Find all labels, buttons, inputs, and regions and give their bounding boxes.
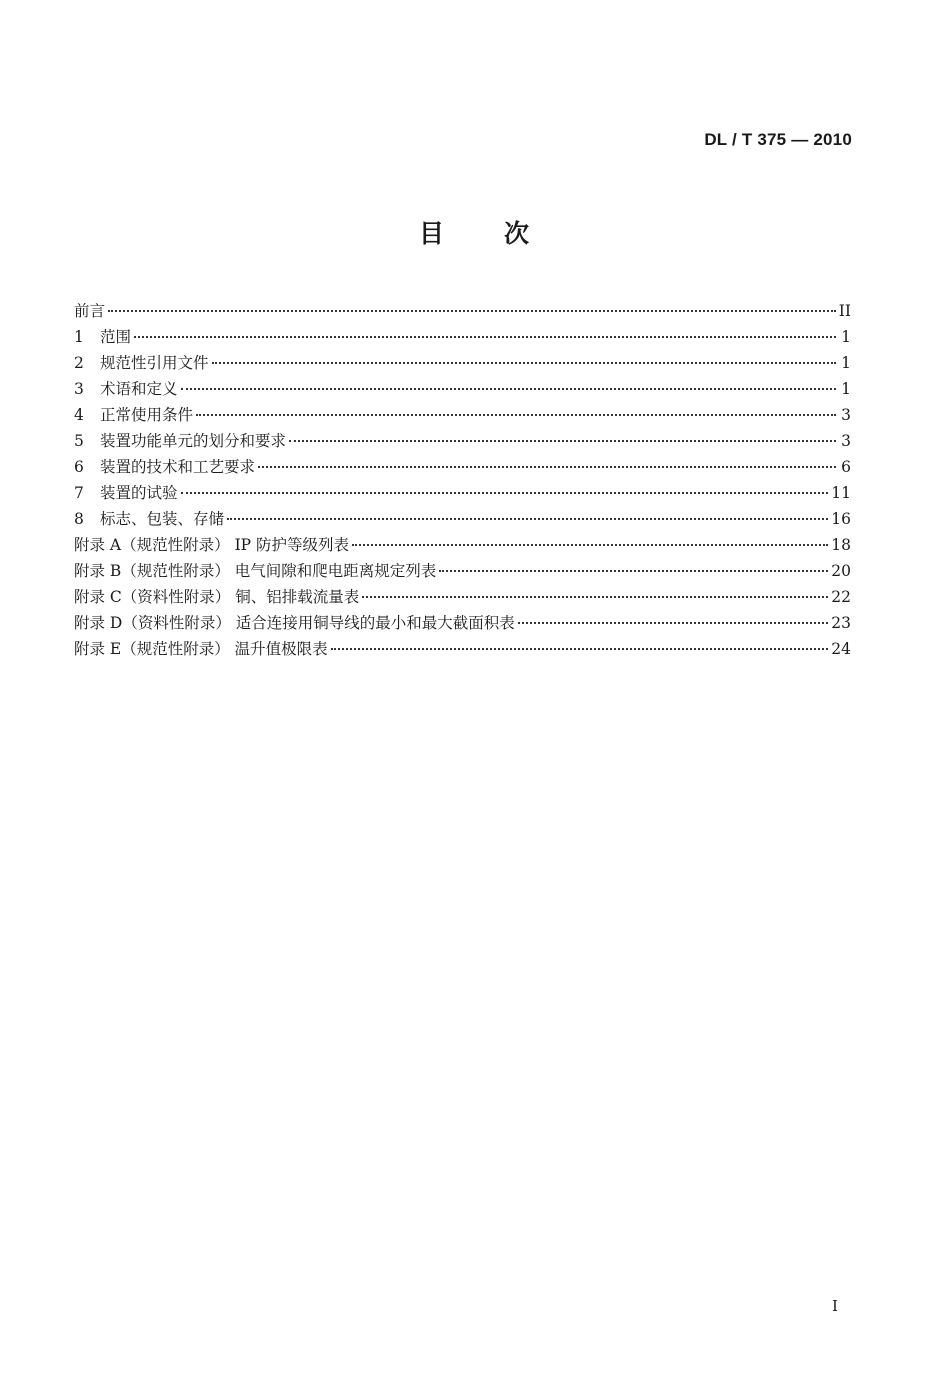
toc-entry-appendix-e[interactable] — [74, 636, 851, 662]
toc-entry-appendix-c[interactable] — [74, 584, 851, 610]
toc-entry-page: II — [838, 302, 851, 320]
toc-entry-label: IP 防护等级列表 — [234, 536, 350, 554]
toc-entry-8[interactable] — [74, 506, 851, 532]
toc-entry-page: 1 — [841, 328, 851, 346]
appendix-prefix: 附录 A（规范性附录） — [74, 536, 235, 554]
toc-entry-1[interactable] — [74, 324, 851, 350]
toc-entry-number: 4 — [74, 406, 84, 424]
appendix-prefix: 附录 E（规范性附录） — [74, 640, 235, 658]
table-of-contents — [74, 298, 851, 662]
title-char-1: 目 — [418, 219, 446, 248]
toc-entry-label: 适合连接用铜导线的最小和最大截面积表 — [235, 614, 515, 632]
dot-leader — [352, 544, 828, 546]
dot-leader — [518, 622, 828, 624]
toc-entry-appendix-b[interactable] — [74, 558, 851, 584]
toc-entry-label: 装置的技术和工艺要求 — [100, 458, 256, 476]
toc-entry-page: 18 — [831, 536, 851, 554]
dot-leader — [362, 596, 828, 598]
toc-entry-page: 23 — [831, 614, 851, 632]
toc-entry-number: 2 — [74, 354, 84, 372]
toc-entry-3[interactable] — [74, 376, 851, 402]
toc-entry-page: 6 — [841, 458, 851, 476]
appendix-prefix: 附录 D（资料性附录） — [74, 614, 236, 632]
toc-entry-5[interactable] — [74, 428, 851, 454]
toc-entry-number: 7 — [74, 484, 84, 502]
toc-entry-number: 3 — [74, 380, 84, 398]
dot-leader — [439, 570, 828, 572]
toc-entry-number: 1 — [74, 328, 84, 346]
toc-entry-label: 前言 — [74, 302, 106, 320]
appendix-prefix: 附录 C（资料性附录） — [74, 588, 236, 606]
toc-entry-6[interactable] — [74, 454, 851, 480]
dot-leader — [196, 414, 836, 416]
toc-entry-appendix-d[interactable] — [74, 610, 851, 636]
toc-entry-page: 11 — [831, 484, 851, 502]
toc-entry-label: 装置功能单元的划分和要求 — [100, 432, 287, 450]
toc-entry-7[interactable] — [74, 480, 851, 506]
toc-entry-label: 术语和定义 — [100, 380, 178, 398]
toc-entry-number: 5 — [74, 432, 84, 450]
dot-leader — [108, 310, 836, 312]
toc-entry-page: 24 — [831, 640, 851, 658]
appendix-prefix: 附录 B（规范性附录） — [74, 562, 235, 580]
dot-leader — [212, 362, 836, 364]
toc-entry-label: 标志、包装、存储 — [100, 510, 225, 528]
dot-leader — [331, 648, 829, 650]
page-number: I — [832, 1297, 838, 1315]
toc-entry-label: 规范性引用文件 — [100, 354, 209, 372]
toc-entry-label: 温升值极限表 — [234, 640, 328, 658]
toc-entry-number: 6 — [74, 458, 84, 476]
dot-leader — [181, 388, 836, 390]
toc-entry-page: 3 — [841, 432, 851, 450]
toc-entry-page: 1 — [841, 380, 851, 398]
toc-entry-label: 正常使用条件 — [100, 406, 194, 424]
toc-entry-page: 22 — [831, 588, 851, 606]
dot-leader — [289, 440, 836, 442]
standard-code: DL / T 375 — 2010 — [704, 130, 852, 149]
toc-entry-page: 1 — [841, 354, 851, 372]
dot-leader — [227, 518, 828, 520]
toc-entry-foreword[interactable] — [74, 298, 851, 324]
toc-entry-label: 范围 — [100, 328, 132, 346]
toc-entry-2[interactable] — [74, 350, 851, 376]
toc-entry-page: 16 — [831, 510, 851, 528]
toc-entry-number: 8 — [74, 510, 84, 528]
dot-leader — [258, 466, 836, 468]
toc-entry-4[interactable] — [74, 402, 851, 428]
toc-entry-page: 20 — [831, 562, 851, 580]
toc-entry-label: 铜、铝排载流量表 — [235, 588, 360, 606]
toc-entry-label: 装置的试验 — [100, 484, 178, 502]
page-title — [0, 214, 950, 250]
toc-entry-label: 电气间隙和爬电距离规定列表 — [234, 562, 437, 580]
dot-leader — [181, 492, 829, 494]
dot-leader — [134, 336, 836, 338]
toc-entry-page: 3 — [841, 406, 851, 424]
title-char-2: 次 — [504, 219, 532, 248]
toc-entry-appendix-a[interactable] — [74, 532, 851, 558]
